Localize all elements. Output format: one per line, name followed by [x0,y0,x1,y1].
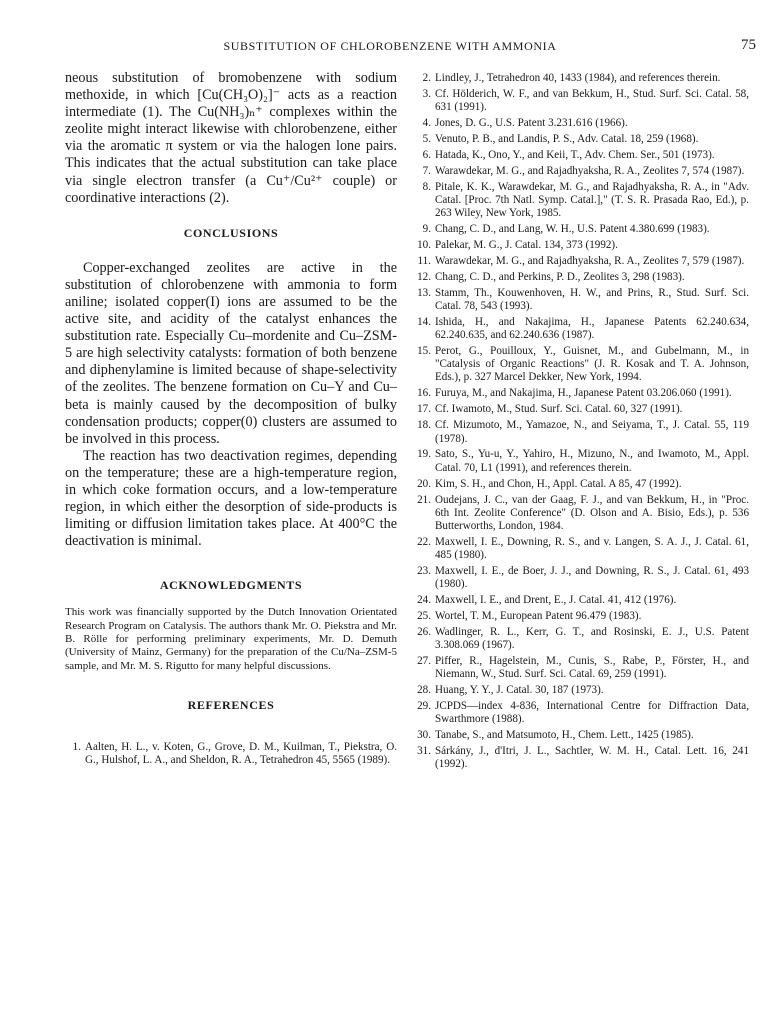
references-heading: REFERENCES [187,697,275,712]
reference-text: Piffer, R., Hagelstein, M., Cunis, S., Rabe, P., Förster, H., and Niemann, W., Stud. Surf. Sci. Catal. 69, 259 (1991). [435,654,749,681]
reference-item [415,565,749,591]
reference-number: 5. [422,133,431,146]
reference-item [415,448,749,474]
reference-text: Maxwell, I. E., and Drent, E., J. Catal. 41, 412 (1976). [435,593,677,606]
reference-number: 10. [417,239,431,252]
reference-number: 27. [417,654,431,667]
left-column [65,70,397,770]
reference-item [415,133,749,146]
intro-paragraph: neous substitution of bromobenzene with sodium methoxide, in which [Cu(CH₃O)₂]⁻ acts as a reaction intermediate (1). The Cu(NH₃)ₙ⁺ complexes within the zeolite might interact likewise with chlorobenzene, either via the aromatic π system or via the halogen lone pairs. This indicates that the actual substitution can take place via single electron transfer (a Cu⁺/Cu²⁺ couple) or coordinative interactions (2). [65,70,397,206]
reference-number: 26. [417,625,431,638]
reference-number: 31. [417,745,431,758]
running-title: SUBSTITUTION OF CHLOROBENZENE WITH AMMONIA [223,39,557,53]
reference-number: 19. [417,448,431,461]
reference-text: Cf. Mizumoto, M., Yamazoe, N., and Seiyama, T., J. Catal. 55, 119 (1978). [435,419,749,445]
reference-text: Perot, G., Pouilloux, Y., Guisnet, M., and Gubelmann, M., in "Catalysis of Organic Reactions" (J. R. Kosak and T. A. Johnson, Eds.), p. 327 Marcel Dekker, New York, 1994. [435,345,749,384]
references-list-left [65,741,397,767]
reference-number: 4. [422,117,431,130]
acknowledgments-text: This work was financially supported by the Dutch Innovation Orientated Research Program on Catalysis. The authors thank Mr. O. Piekstra and Mr. B. Rölle for performing preliminary experiments, Mr. D. Demuth (University of Mainz, Germany) for the preparation of the Cu/Na–ZSM-5 sample, and Mr. M. S. Rigutto for many helpful discussions. [65,606,397,672]
reference-number: 20. [417,477,431,490]
reference-item [415,316,749,342]
conclusions-paragraph-2: The reaction has two deactivation regimes, depending on the temperature; these are a high-temperature region, in which coke formation occurs, and a low-temperature region, in which either the desorption of side-products is limiting or diffusion limitation takes place. At 400°C the deactivation is minimal. [65,447,397,550]
reference-item [415,729,749,742]
reference-item [415,610,749,623]
reference-item [415,287,749,313]
reference-text: Oudejans, J. C., van der Gaag, F. J., and van Bekkum, H., in "Proc. 6th Int. Zeolite Conference" (D. Olson and A. Bisio, Eds.), p. 536 Butterworths, London, 1984. [435,493,749,532]
reference-text: Warawdekar, M. G., and Rajadhyaksha, R. A., Zeolites 7, 579 (1987). [435,255,745,268]
reference-item [415,239,749,252]
reference-item [415,626,749,652]
reference-item [415,478,749,491]
reference-text: Hatada, K., Ono, Y., and Keii, T., Adv. Chem. Ser., 501 (1973). [435,149,715,162]
reference-item [415,684,749,697]
reference-text: Chang, C. D., and Perkins, P. D., Zeolites 3, 298 (1983). [435,271,685,284]
reference-text: Pitale, K. K., Warawdekar, M. G., and Rajadhyaksha, R. A., in "Adv. Catal. [Proc. 7th Natl. Symp. Catal.]," (T. S. R. Prasada Rao, Ed.), p. 263 Wiley, New York, 1985. [435,181,749,220]
reference-number: 8. [422,181,431,193]
reference-text: Sato, S., Yu-u, Y., Yahiro, H., Mizuno, N., and Iwamoto, M., Appl. Catal. 70, L1 (1991), and references therein. [435,448,749,474]
reference-number: 15. [417,345,431,358]
reference-number: 14. [417,316,431,329]
reference-text: Aalten, H. L., v. Koten, G., Grove, D. M., Kuilman, T., Piekstra, O. G., Hulshof, L. A., and Sheldon, R. A., Tetrahedron 45, 5565 (1989). [85,740,397,766]
reference-number: 1. [72,740,81,753]
reference-item [415,594,749,607]
reference-item [415,223,749,236]
reference-text: Venuto, P. B., and Landis, P. S., Adv. Catal. 18, 259 (1968). [435,133,699,146]
conclusions-paragraph-1: Copper-exchanged zeolites are active in the substitution of chlorobenzene with ammonia to form aniline; isolated copper(I) ions are assumed to be the active site, and acidity of the catalyst enhances the substitution rate. Especially Cu–mordenite and Cu–ZSM-5 are high selectivity catalysts: formation of both benzene and diphenylamine is limited because of shape-selectivity of the zeolites. The benzene formation on Cu–Y and Cu–beta is mainly caused by the decomposition of bulky condensation products; copper(0) clusters are assumed to be involved in this process. [65,259,397,447]
reference-number: 17. [417,403,431,416]
reference-number: 25. [417,609,431,622]
conclusions-heading: CONCLUSIONS [183,225,279,240]
reference-item [415,165,749,178]
acknowledgments-heading: ACKNOWLEDGMENTS [159,578,303,593]
reference-number: 2. [422,72,431,84]
reference-text: Cf. Hölderich, W. F., and van Bekkum, H., Stud. Surf. Sci. Catal. 58, 631 (1991). [435,87,749,114]
reference-item [415,181,749,220]
reference-item [415,72,749,85]
reference-number: 11. [417,255,431,268]
reference-item [415,494,749,533]
reference-number: 28. [417,684,431,696]
reference-text: Ishida, H., and Nakajima, H., Japanese Patents 62.240.634, 62.240.635, and 62.240.636 (1987). [435,316,749,342]
reference-text: Maxwell, I. E., Downing, R. S., and v. Langen, S. A. J., J. Catal. 61, 485 (1980). [435,535,749,561]
reference-text: Chang, C. D., and Lang, W. H., U.S. Patent 4.380.699 (1983). [435,223,710,236]
reference-text: Wortel, T. M., European Patent 96.479 (1983). [435,609,642,622]
reference-number: 3. [422,87,431,100]
reference-number: 12. [417,271,431,284]
reference-item [415,149,749,162]
reference-text: Maxwell, I. E., de Boer, J. J., and Downing, R. S., J. Catal. 61, 493 (1980). [435,564,749,590]
reference-item [415,700,749,726]
reference-text: Furuya, M., and Nakajima, H., Japanese Patent 03.206.060 (1991). [435,387,732,400]
reference-item [415,387,749,400]
reference-text: Tanabe, S., and Matsumoto, H., Chem. Lett., 1425 (1985). [435,729,694,742]
reference-item [415,536,749,562]
reference-number: 23. [417,564,431,577]
reference-text: Jones, D. G., U.S. Patent 3.231.616 (1966). [435,117,628,130]
reference-text: Stamm, Th., Kouwenhoven, H. W., and Prins, R., Stud. Surf. Sci. Catal. 78, 543 (1993). [435,287,749,313]
reference-item [415,419,749,445]
reference-number: 24. [417,593,431,606]
reference-text: Wadlinger, R. L., Kerr, G. T., and Rosinski, E. J., U.S. Patent 3.308.069 (1967). [435,625,749,651]
reference-item [415,745,749,771]
reference-item [415,88,749,114]
reference-number: 13. [417,287,431,300]
right-column [415,72,749,774]
reference-text: JCPDS—index 4-836, International Centre for Diffraction Data, Swarthmore (1988). [435,699,749,726]
reference-number: 29. [417,699,431,712]
reference-item [415,271,749,284]
reference-text: Warawdekar, M. G., and Rajadhyaksha, R. A., Zeolites 7, 574 (1987). [435,165,745,178]
reference-number: 18. [417,419,431,432]
reference-text: Lindley, J., Tetrahedron 40, 1433 (1984), and references therein. [435,72,721,84]
reference-number: 30. [417,729,431,742]
page-number: 75 [741,37,756,53]
reference-number: 16. [417,387,431,400]
reference-number: 22. [417,535,431,548]
reference-item [415,345,749,384]
reference-number: 21. [417,493,431,506]
reference-item [415,655,749,681]
reference-number: 9. [422,223,431,236]
reference-text: Palekar, M. G., J. Catal. 134, 373 (1992). [435,239,618,252]
reference-text: Huang, Y. Y., J. Catal. 30, 187 (1973). [435,684,604,696]
reference-text: Sárkány, J., d'Itri, J. L., Sachtler, W. M. H., Catal. Lett. 16, 241 (1992). [435,745,749,771]
reference-item [415,255,749,268]
reference-item [415,117,749,130]
reference-text: Kim, S. H., and Chon, H., Appl. Catal. A 85, 47 (1992). [435,477,682,490]
reference-number: 6. [422,149,431,162]
reference-text: Cf. Iwamoto, M., Stud. Surf. Sci. Catal. 60, 327 (1991). [435,403,683,416]
reference-item [415,403,749,416]
references-list-right [415,72,749,771]
reference-number: 7. [422,165,431,178]
reference-item [65,741,397,767]
